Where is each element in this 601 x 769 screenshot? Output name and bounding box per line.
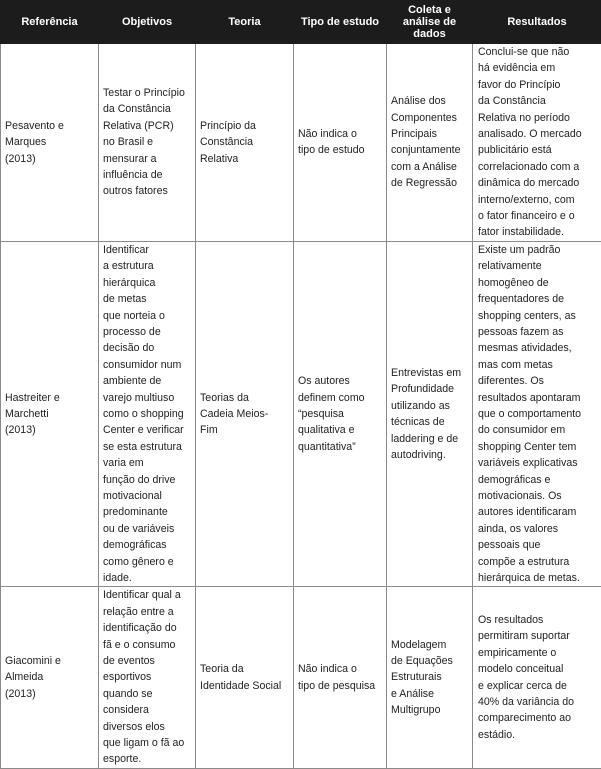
cell-coleta-e-analise: Entrevistas em Profundidade utilizando as técnicas de laddering e de autodriving. <box>387 241 473 587</box>
table-row <box>1 44 601 242</box>
cell-resultados: Conclui-se que não há evidência em favor do Princípio da Constância Relativa no período analisado. O mercado publicitário está correlacionado com a dinâmica do mercado interno/externo, com o fator financeiro e o fator instabilidade. <box>473 44 601 242</box>
cell-tipo-de-estudo: Não indica o tipo de estudo <box>294 44 387 242</box>
table-row <box>1 587 601 768</box>
cell-teoria: Teorias da Cadeia Meios- Fim <box>196 241 294 587</box>
cell-objetivos: Testar o Princípio da Constância Relativa (PCR) no Brasil e mensurar a influência de outros fatores <box>99 44 196 242</box>
header-referencia: Referência <box>1 1 99 44</box>
cell-objetivos: Identificar a estrutura hierárquica de metas que norteia o processo de decisão do consumidor num ambiente de varejo multiuso como o shopping Center e verificar se esta estrutura varia em função do drive motivacional predominante ou de variáveis demográficas como gênero e idade. <box>99 241 196 587</box>
table-row <box>1 241 601 587</box>
cell-teoria: Princípio da Constância Relativa <box>196 44 294 242</box>
cell-referencia: Giacomini e Almeida (2013) <box>1 587 99 768</box>
header-coleta-e-analise: Coleta e análise de dados <box>387 1 473 44</box>
header-tipo-de-estudo: Tipo de estudo <box>294 1 387 44</box>
cell-coleta-e-analise: Análise dos Componentes Principais conjuntamente com a Análise de Regressão <box>387 44 473 242</box>
table-header-row <box>1 1 601 44</box>
header-resultados: Resultados <box>473 1 601 44</box>
cell-objetivos: Identificar qual a relação entre a identificação do fã e o consumo de eventos esportivos quando se considera diversos elos que ligam o fã ao esporte. <box>99 587 196 768</box>
cell-teoria: Teoria da Identidade Social <box>196 587 294 768</box>
cell-coleta-e-analise: Modelagem de Equações Estruturais e Análise Multigrupo <box>387 587 473 768</box>
header-objetivos: Objetivos <box>99 1 196 44</box>
cell-tipo-de-estudo: Os autores definem como “pesquisa qualitativa e quantitativa” <box>294 241 387 587</box>
cell-referencia: Pesavento e Marques (2013) <box>1 44 99 242</box>
header-teoria: Teoria <box>196 1 294 44</box>
cell-tipo-de-estudo: Não indica o tipo de pesquisa <box>294 587 387 768</box>
cell-referencia: Hastreiter e Marchetti (2013) <box>1 241 99 587</box>
cell-resultados: Os resultados permitiram suportar empiricamente o modelo conceitual e explicar cerca de 40% da variância do comparecimento ao estádio. <box>473 587 601 768</box>
cell-resultados: Existe um padrão relativamente homogêneo de frequentadores de shopping centers, as pessoas fazem as mesmas atividades, mas com metas diferentes. Os resultados apontaram que o comportamento do consumidor em shopping Center tem variáveis explicativas demográficas e motivacionais. Os autores identificaram ainda, os valores pessoais que compõe a estrutura hierárquica de metas. <box>473 241 601 587</box>
